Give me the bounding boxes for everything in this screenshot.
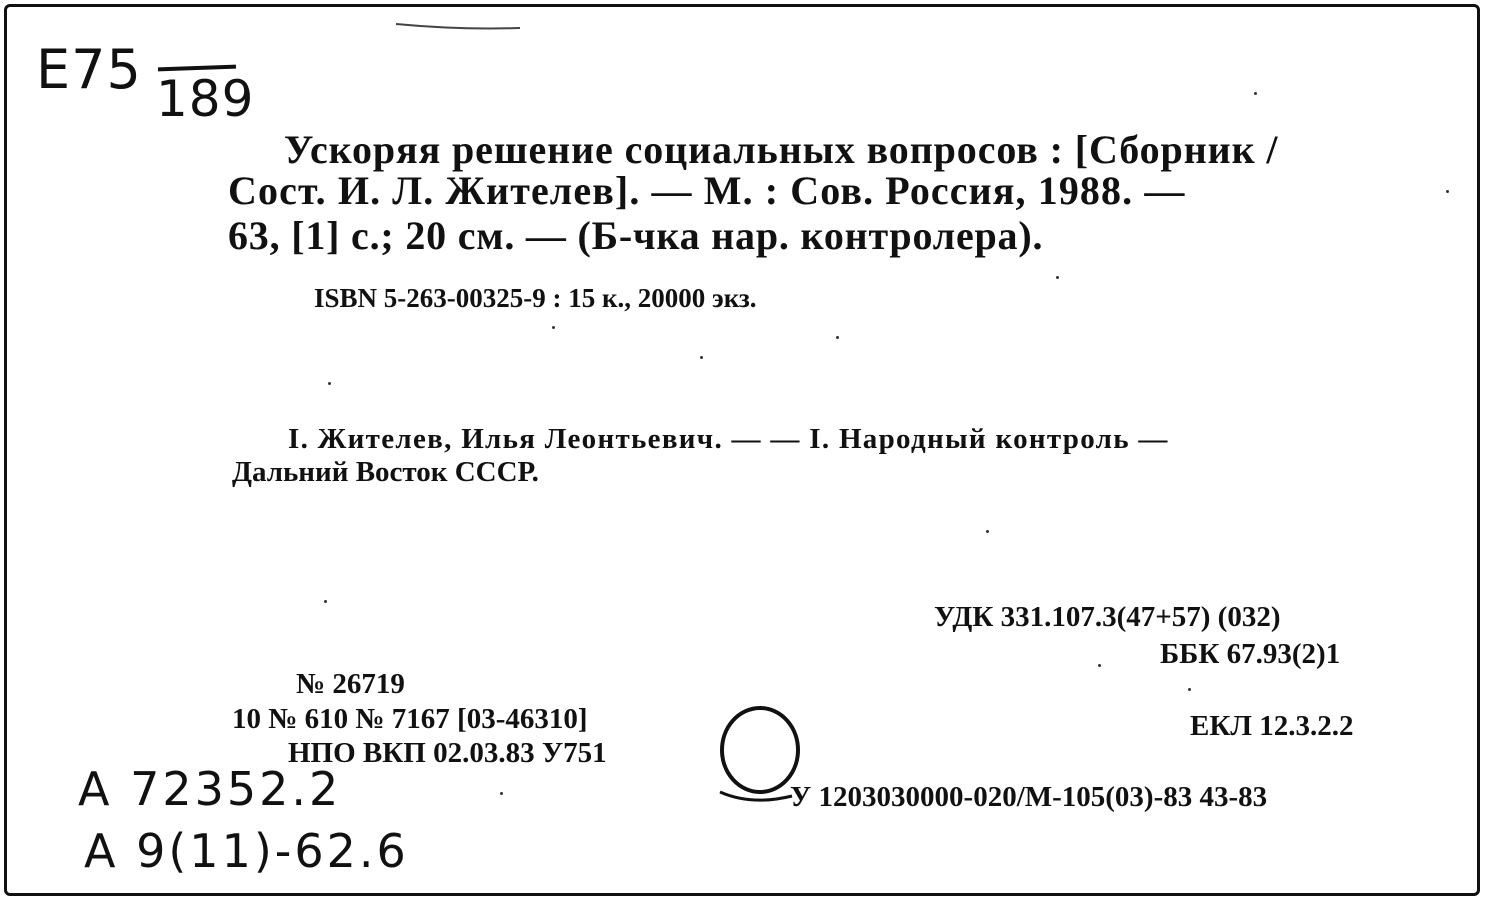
- ekl-code: ЕКЛ 12.3.2.2: [1190, 710, 1354, 742]
- scan-speck: [1188, 688, 1191, 691]
- subject-entry-line-1: I. Жителев, Илья Леонтьевич. — — I. Народный контроль —: [288, 423, 1169, 455]
- handwritten-number-1: А 72352.2: [78, 762, 342, 816]
- stamp-code-line: У 1203030000-020/М-105(03)-83 43-83: [790, 781, 1268, 813]
- bbk-code: ББК 67.93(2)1: [1160, 638, 1341, 670]
- shelf-mark-number: 189: [156, 70, 255, 128]
- scan-speck: [1446, 190, 1449, 193]
- scan-speck: [324, 600, 327, 603]
- print-info-line-1: 10 № 610 № 7167 [03-46310]: [232, 703, 588, 735]
- udk-code: УДК 331.107.3(47+57) (032): [934, 601, 1281, 633]
- scan-speck: [552, 326, 555, 329]
- scan-speck: [328, 382, 331, 385]
- scan-speck: [1098, 664, 1101, 667]
- description-line-3: 63, [1] с.; 20 см. — (Б-чка нар. контролера).: [228, 213, 1044, 258]
- scan-speck: [1056, 276, 1059, 279]
- print-info-line-2: НПО ВКП 02.03.83 У751: [288, 737, 607, 769]
- handwritten-number-2: А 9(11)-62.6: [84, 824, 409, 878]
- scan-speck: [986, 530, 989, 533]
- scan-speck: [500, 792, 503, 795]
- isbn-line: ISBN 5-263-00325-9 : 15 к., 20000 экз.: [314, 283, 757, 313]
- scan-speck: [1254, 92, 1257, 95]
- scan-speck: [836, 336, 839, 339]
- description-line-2: Сост. И. Л. Жителев]. — М. : Сов. Россия, 1988. —: [228, 168, 1186, 213]
- scan-speck: [700, 356, 703, 359]
- shelf-mark-code: E75: [36, 38, 142, 101]
- subject-entry-line-2: Дальний Восток СССР.: [232, 456, 539, 488]
- order-number: № 26719: [296, 668, 405, 700]
- description-line-1: Ускоряя решение социальных вопросов : [Сборник /: [284, 127, 1279, 172]
